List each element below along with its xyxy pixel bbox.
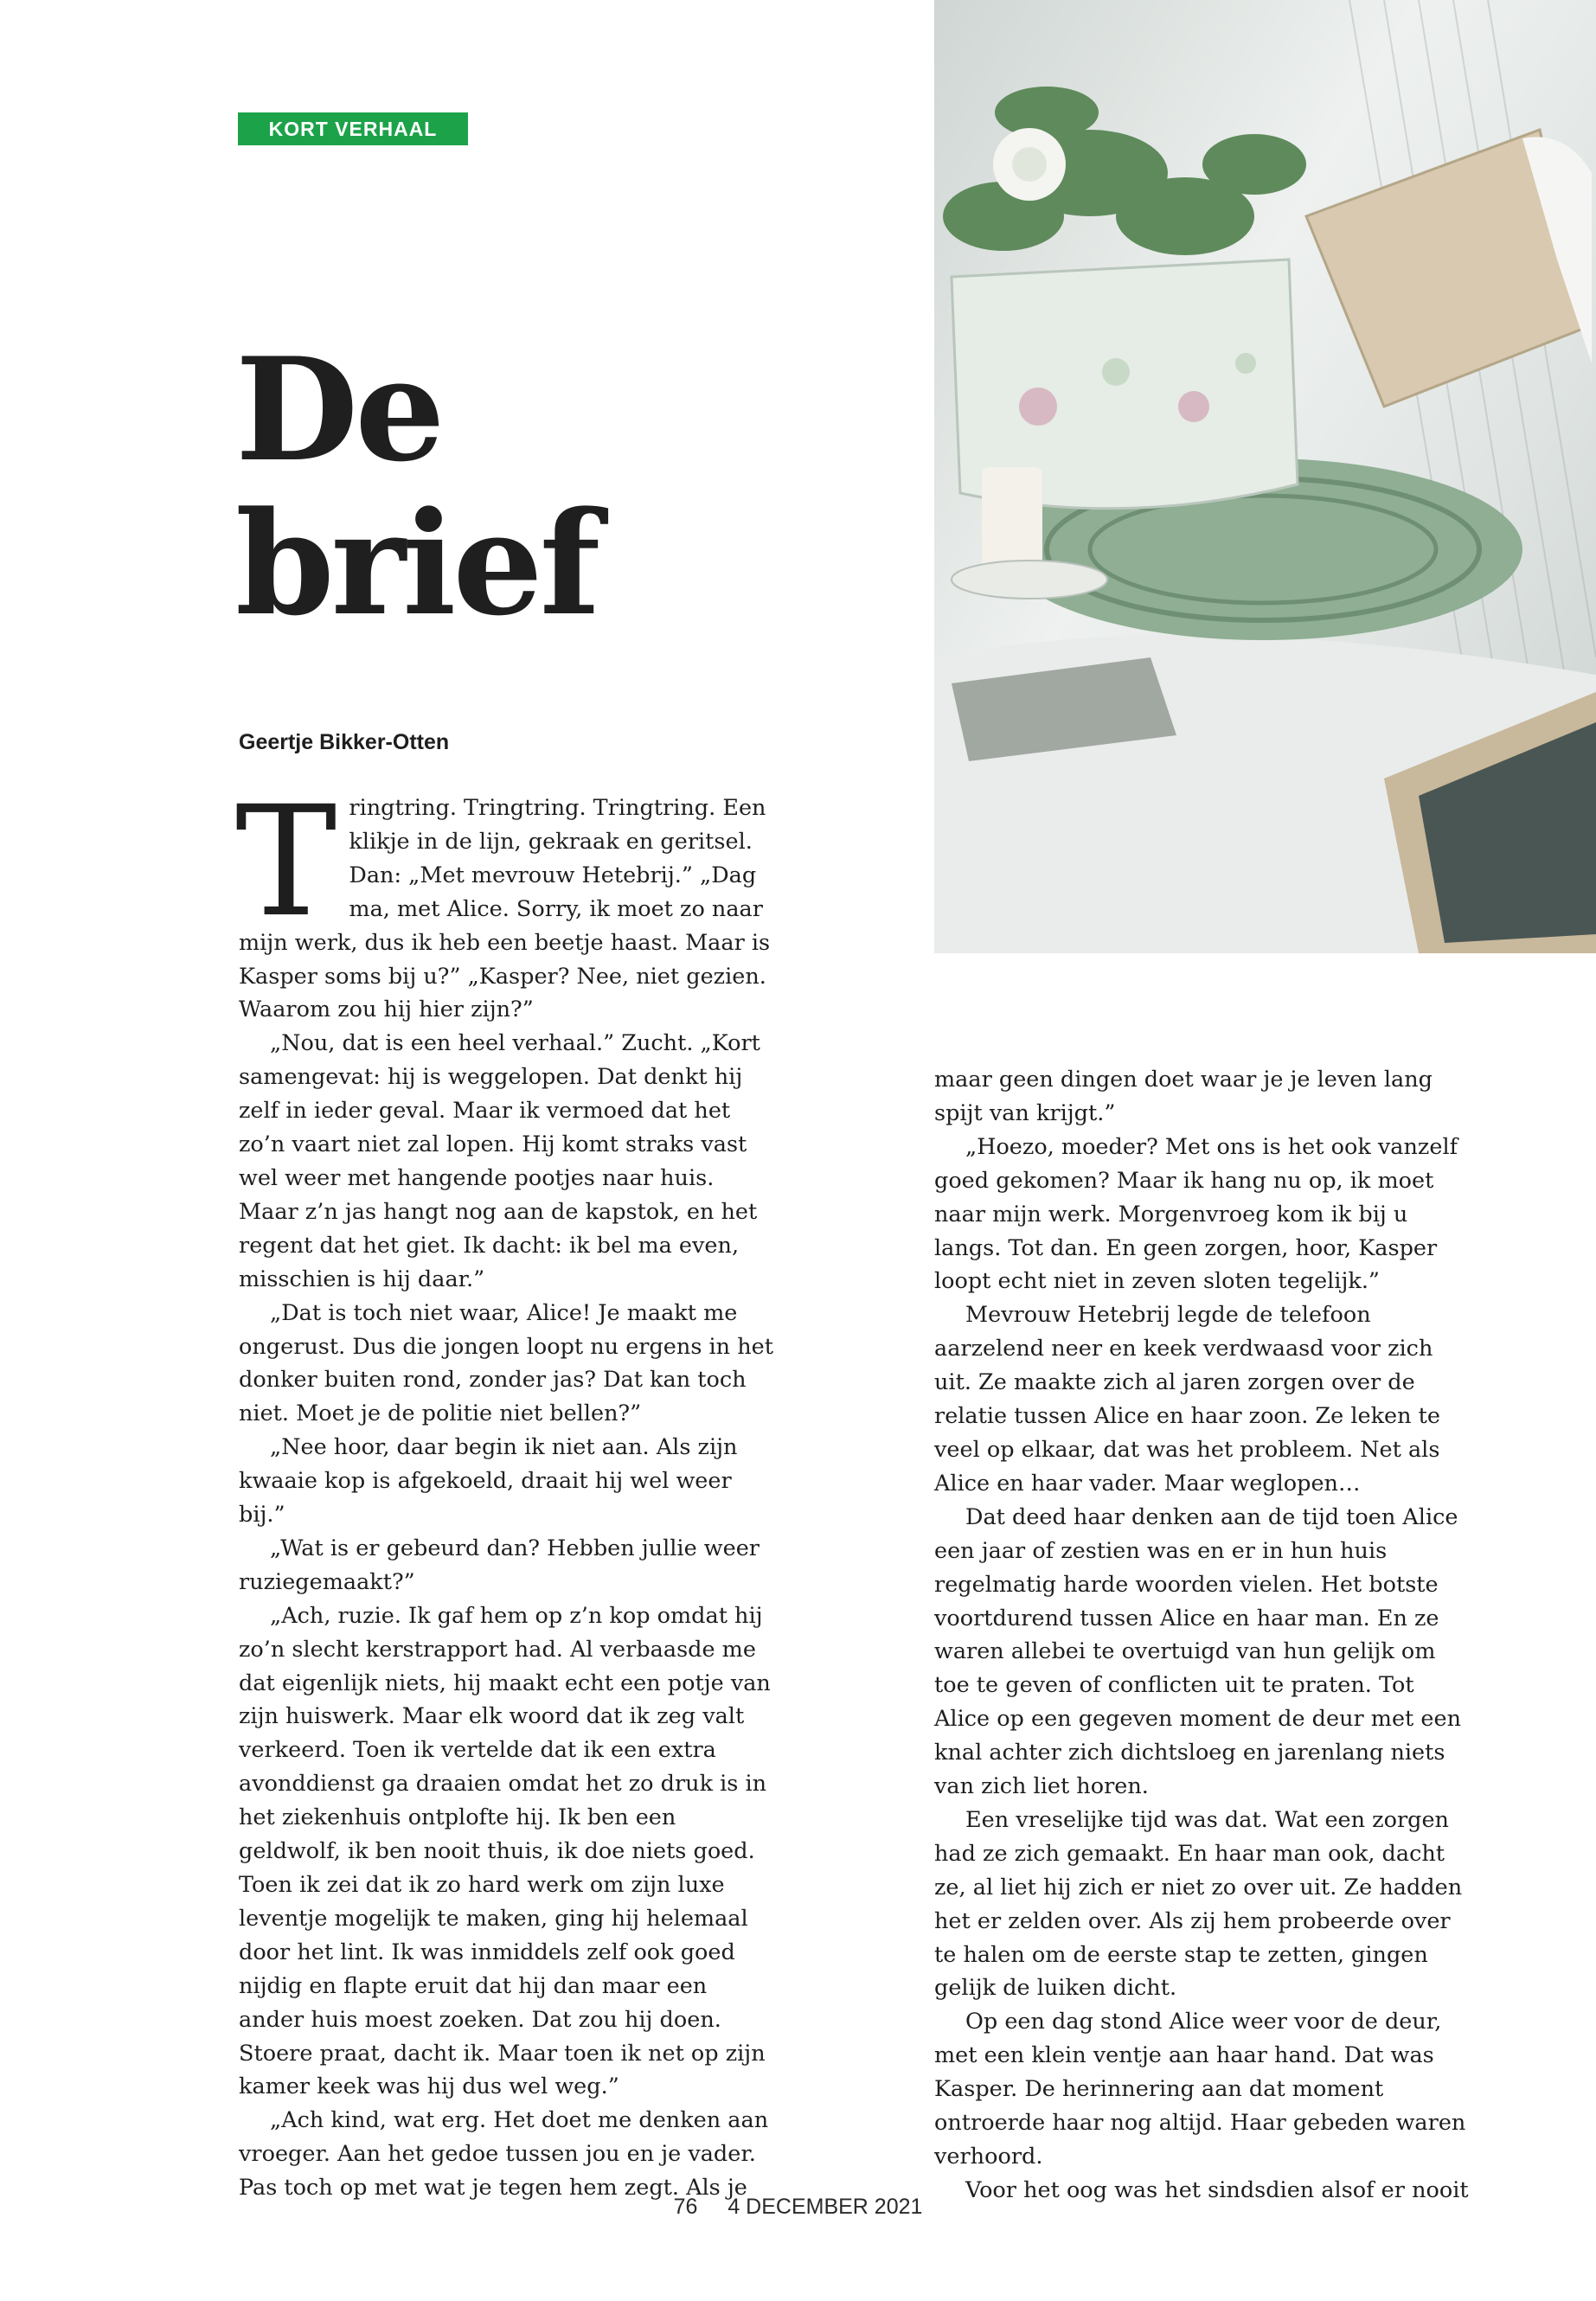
article-title <box>235 326 598 647</box>
story-paragraph: „Hoezo, moeder? Met ons is het ook vanzelf goed gekomen? Maar ik hang nu op, ik moet naar mijn werk. Morgenvroeg kom ik bij u langs. Tot dan. En geen zorgen, hoor, Kasper loopt echt niet in zeven sloten tegelijk.” <box>934 1133 1458 1295</box>
page-number: 76 <box>673 2195 698 2219</box>
story-column-left <box>235 773 775 2205</box>
story-paragraph: Op een dag stond Alice weer voor de deur, met een klein ventje aan haar hand. Dat was Kasper. De herinnering aan dat moment ontroerde haar nog altijd. Haar gebeden waren verhoord. <box>934 2009 1466 2170</box>
story-paragraph: „Nou, dat is een heel verhaal.” Zucht. „Kort samengevat: hij is weggelopen. Dat denkt hij zelf in ieder geval. Maar ik vermoed dat het zo’n vaart niet zal lopen. Hij komt straks vast wel weer met hangende pootjes naar huis. Maar z’n jas hangt nog aan de kapstok, en het regent dat het giet. Ik dacht: ik bel ma even, misschien is hij daar.” <box>239 1030 760 1292</box>
story-column-right <box>934 1063 1472 2208</box>
story-paragraph: „Ach kind, wat erg. Het doet me denken aan vroeger. Aan het gedoe tussen jou en je vader. Pas toch op met wat je tegen hem zegt. Als je <box>239 2107 769 2202</box>
drop-cap: T <box>235 773 337 951</box>
story-paragraph: „Ach, ruzie. Ik gaf hem op z’n kop omdat hij zo’n slecht kerstrapport had. Al verbaasde me dat eigenlijk niets, hij maakt echt een potje van zijn huiswerk. Maar elk woord dat ik zeg valt verkeerd. Toen ik vertelde dat ik een extra avonddienst ga draaien omdat het zo druk is in het ziekenhuis ontplofte hij. Ik ben een geldwolf, ik ben nooit thuis, ik doe niets goed. Toen ik zei dat ik zo hard werk om zijn luxe leventje mogelijk te maken, ging hij helemaal door het lint. Ik was inmiddels zelf ook goed nijdig en flapte eruit dat hij dan maar een ander huis moest zoeken. Dat zou hij doen. Stoere praat, dacht ik. Maar toen ik net op zijn kamer keek was hij dus wel weg.” <box>239 1602 771 2100</box>
story-paragraph: „Dat is toch niet waar, Alice! Je maakt me ongerust. Dus die jongen loopt nu ergens in het donker buiten rond, zonder jas? Dat kan toch niet. Moet je de politie niet bellen?” <box>239 1299 773 1427</box>
section-label: KORT VERHAAL <box>238 112 468 145</box>
article-photo <box>934 0 1596 953</box>
story-paragraph: Een vreselijke tijd was dat. Wat een zorgen had ze zich gemaakt. En haar man ook, dacht ze, al liet hij zich er niet zo over uit. Ze hadden het er zelden over. Als zij hem probeerde over te halen om de eerste stap te zetten, gingen gelijk de luiken dicht. <box>934 1806 1463 2002</box>
author-byline: Geertje Bikker-Otten <box>239 730 450 754</box>
story-paragraph: Dat deed haar denken aan de tijd toen Alice een jaar of zestien was en er in hun huis regelmatig harde woorden vielen. Het botste voortdurend tussen Alice en haar man. En ze waren allebei te overtuigd van hun gelijk om toe te geven of conflicten uit te praten. Tot Alice op een gegeven moment de deur met een knal achter zich dichtsloeg en jarenlang niets van zich liet horen. <box>934 1503 1462 1800</box>
story-paragraph: Voor het oog was het sindsdien alsof er nooit <box>965 2176 1469 2203</box>
title-line-1: De <box>235 326 442 493</box>
still-life-illustration <box>934 0 1596 953</box>
title-line-2: brief <box>235 480 598 647</box>
page-footer <box>0 2195 1596 2220</box>
issue-date: 4 DECEMBER 2021 <box>727 2195 923 2219</box>
story-paragraph: Tringtring. Tringtring. Tringtring. Een klikje in de lijn, gekraak en geritsel. Dan: „Met mevrouw Hetebrij.” „Dag ma, met Alice. Sorry, ik moet zo naar mijn werk, dus ik heb een beetje haast. Maar is Kasper soms bij u?” „Kasper? Nee, niet gezien. Waarom zou hij hier zijn?” <box>235 773 771 1023</box>
story-paragraph: Mevrouw Hetebrij legde de telefoon aarzelend neer en keek verdwaasd voor zich uit. Ze maakte zich al jaren zorgen over de relatie tussen Alice en haar zoon. Ze leken te veel op elkaar, dat was het probleem. Net als Alice en haar vader. Maar weglopen… <box>934 1302 1440 1497</box>
story-paragraph: „Wat is er gebeurd dan? Hebben jullie weer ruziegemaakt?” <box>239 1535 760 1595</box>
story-paragraph: „Nee hoor, daar begin ik niet aan. Als zijn kwaaie kop is afgekoeld, draait hij wel weer bij.” <box>239 1434 738 1529</box>
story-paragraph: maar geen dingen doet waar je je leven lang spijt van krijgt.” <box>934 1067 1433 1126</box>
